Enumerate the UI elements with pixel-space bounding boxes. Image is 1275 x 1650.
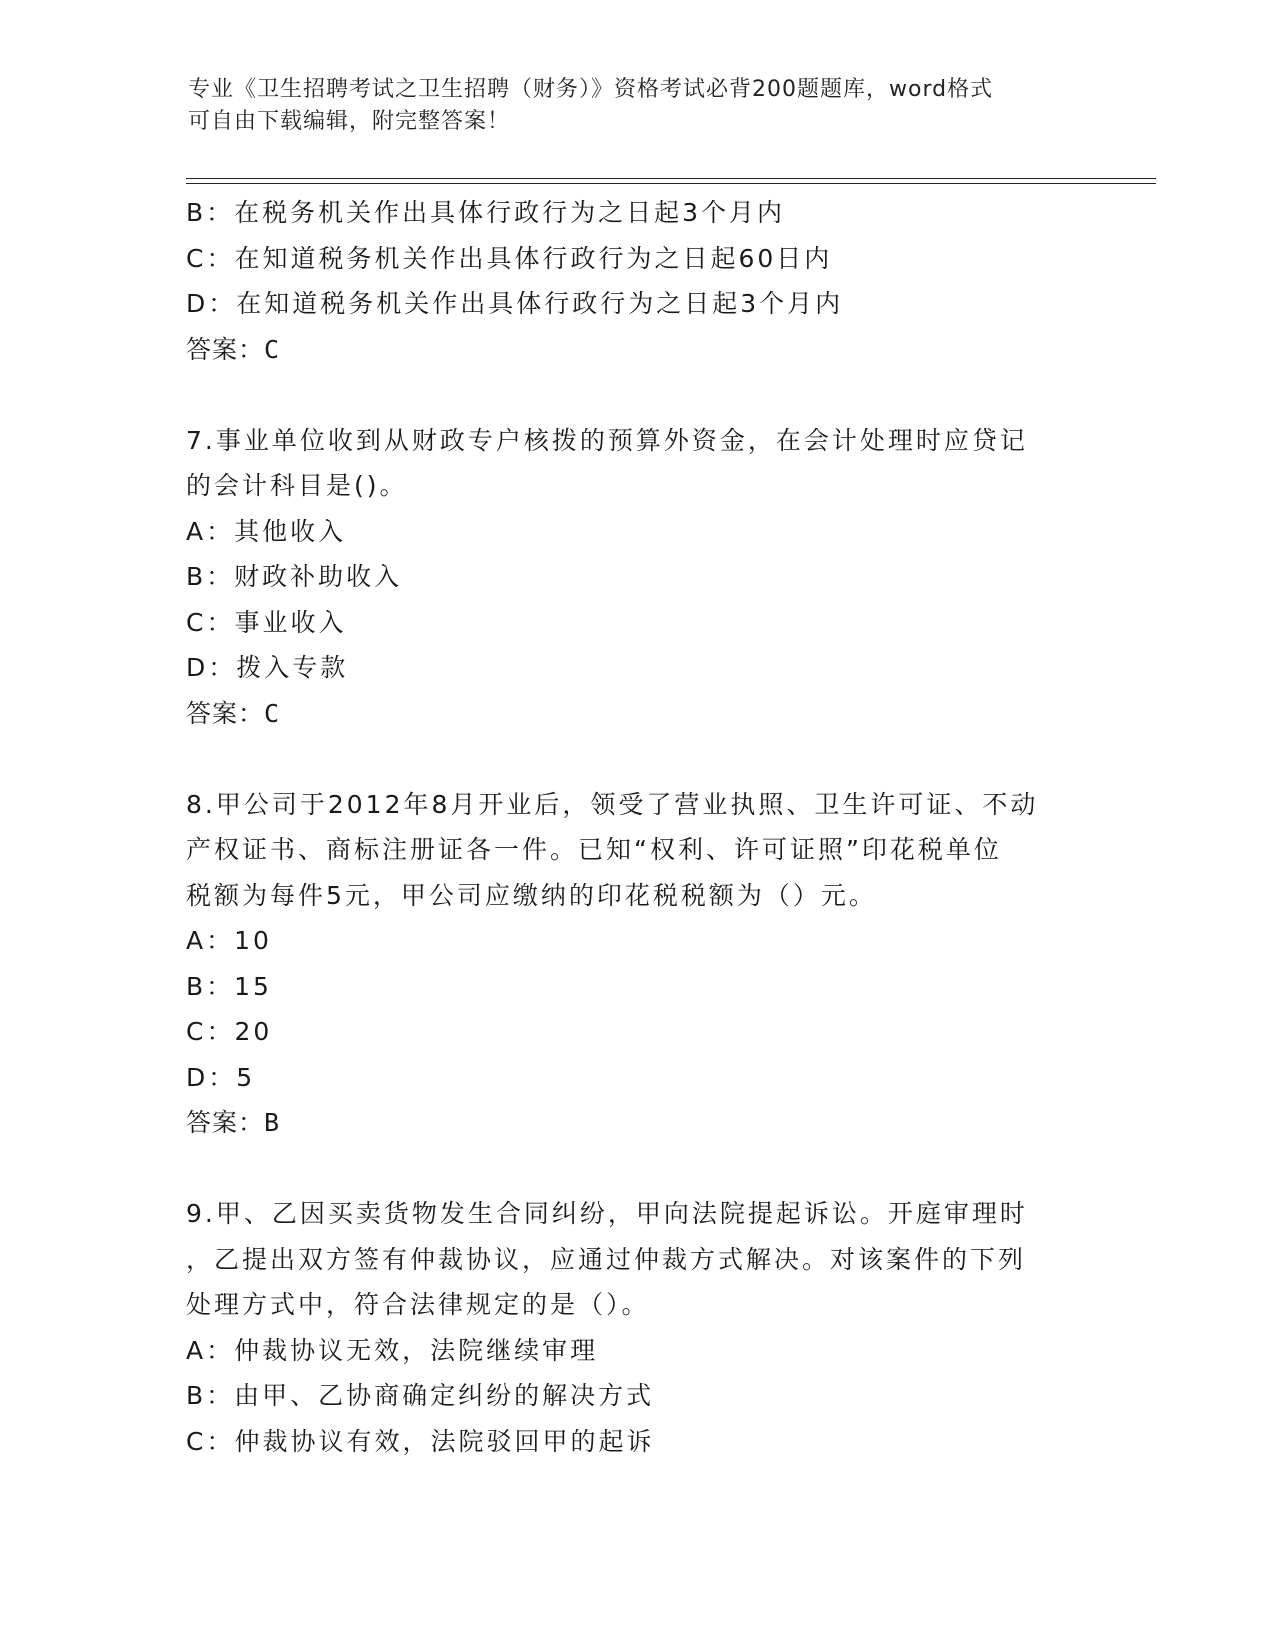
header-divider-top bbox=[186, 178, 1156, 179]
option-d: D：在知道税务机关作出具体行政行为之日起3个月内 bbox=[186, 289, 844, 318]
option-a: A：仲裁协议无效，法院继续审理 bbox=[186, 1335, 599, 1365]
question-stem-line: 7.事业单位收到从财政专户核拨的预算外资金，在会计处理时应贷记 bbox=[186, 425, 1028, 455]
question-list bbox=[186, 190, 1086, 1464]
question-stem-line: 处理方式中，符合法律规定的是（）。 bbox=[186, 1290, 650, 1319]
option-d: D：拨入专款 bbox=[186, 653, 349, 682]
page-header bbox=[188, 74, 1088, 138]
question-stem-line: 产权证书、商标注册证各一件。已知“权利、许可证照”印花税单位 bbox=[186, 835, 1002, 864]
option-b: B：财政补助收入 bbox=[186, 562, 403, 591]
option-c: C：在知道税务机关作出具体行政行为之日起60日内 bbox=[186, 243, 833, 273]
question-gap bbox=[186, 372, 1086, 418]
question-9 bbox=[186, 1191, 1086, 1464]
option-b: B：在税务机关作出具体行政行为之日起3个月内 bbox=[186, 198, 786, 227]
question-stem-line: 8.甲公司于2012年8月开业后，领受了营业执照、卫生许可证、不动 bbox=[186, 789, 1039, 819]
header-title-line-1: 专业《卫生招聘考试之卫生招聘（财务）》资格考试必背200题题库，word格式 bbox=[188, 77, 994, 102]
option-b: B：由甲、乙协商确定纠纷的解决方式 bbox=[186, 1381, 655, 1410]
question-stem-line: 的会计科目是()。 bbox=[186, 471, 408, 500]
question-gap bbox=[186, 736, 1086, 782]
question-stem-line: 税额为每件5元，甲公司应缴纳的印花税税额为（）元。 bbox=[186, 880, 877, 910]
option-c: C：仲裁协议有效，法院驳回甲的起诉 bbox=[186, 1426, 655, 1456]
option-c: C：事业收入 bbox=[186, 607, 347, 637]
question-8 bbox=[186, 782, 1086, 1146]
question-stem-line: 9.甲、乙因买卖货物发生合同纠纷，甲向法院提起诉讼。开庭审理时 bbox=[186, 1199, 1028, 1228]
option-a: A：其他收入 bbox=[186, 516, 347, 546]
question-7 bbox=[186, 418, 1086, 737]
question-stem-line: ，乙提出双方签有仲裁协议，应通过仲裁方式解决。对该案件的下列 bbox=[186, 1244, 1027, 1274]
option-a: A：10 bbox=[186, 926, 272, 955]
question-6-continued bbox=[186, 190, 1086, 372]
answer-line: 答案：C bbox=[186, 698, 281, 728]
answer-line: 答案：C bbox=[186, 334, 281, 364]
option-d: D：5 bbox=[186, 1062, 256, 1092]
question-gap bbox=[186, 1146, 1086, 1192]
option-b: B：15 bbox=[186, 971, 272, 1001]
answer-line: 答案：B bbox=[186, 1108, 281, 1137]
header-title-line-2: 可自由下载编辑，附完整答案！ bbox=[188, 109, 511, 134]
option-c: C：20 bbox=[186, 1017, 273, 1046]
header-divider-bottom bbox=[186, 183, 1156, 184]
